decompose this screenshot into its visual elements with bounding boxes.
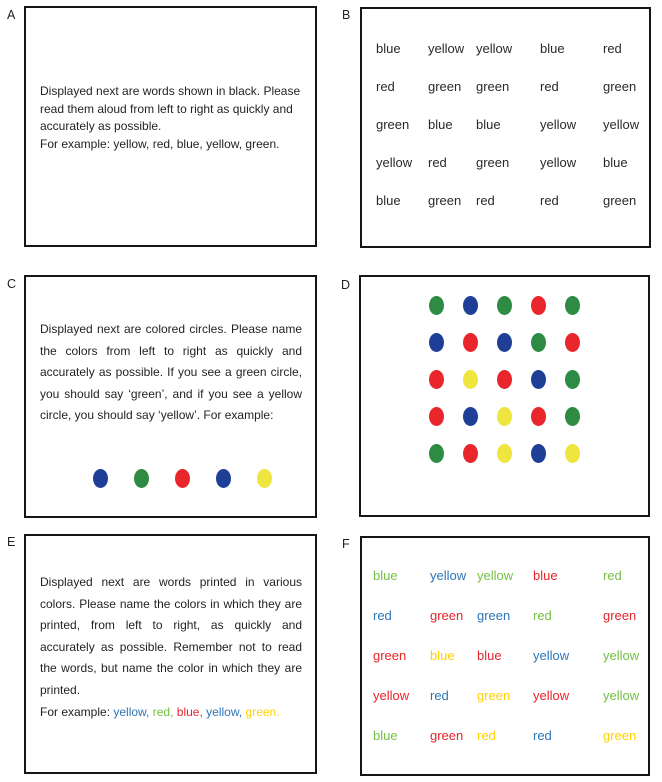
colored-word-blue: red — [533, 727, 552, 743]
circle-blue — [531, 444, 546, 463]
black-word: blue — [376, 40, 401, 56]
circle-red — [429, 370, 444, 389]
circle-red — [429, 407, 444, 426]
colored-word-red: green — [603, 607, 637, 623]
circle-red — [531, 296, 546, 315]
circle-green — [429, 296, 444, 315]
circle-cell — [521, 398, 555, 435]
circle-blue — [93, 469, 108, 488]
panel-a-label: A — [7, 8, 16, 22]
instruction-line: read them aloud from left to right as quickly and — [40, 101, 293, 116]
colored-word-green: yellow — [603, 647, 640, 663]
circle-cell — [419, 287, 453, 324]
colored-word-red: green — [430, 607, 464, 623]
circle-cell — [487, 361, 521, 398]
colored-word-blue: red — [373, 607, 392, 623]
circle-cell — [453, 287, 487, 324]
colored-word-yellow: green — [477, 687, 511, 703]
panel-d-label: D — [341, 278, 351, 292]
colored-word-green: blue — [373, 727, 398, 743]
colored-word-blue: yellow — [533, 647, 570, 663]
circle-blue — [531, 370, 546, 389]
circle-cell — [419, 361, 453, 398]
circle-cell — [521, 361, 555, 398]
black-word: blue — [540, 40, 565, 56]
circle-red — [463, 444, 478, 463]
panel-c-instructions — [40, 319, 302, 427]
black-word: red — [476, 192, 495, 208]
circle-cell — [80, 467, 121, 489]
circle-cell — [555, 324, 589, 361]
circle-row — [419, 398, 648, 435]
circle-yellow — [497, 444, 512, 463]
instruction-line: accurately as possible. — [40, 119, 162, 133]
instruction-line: accurately as possible. Remember not to read — [40, 639, 302, 654]
circle-cell — [487, 435, 521, 472]
instruction-line: Displayed next are words printed in various — [40, 575, 302, 589]
colored-word-red: yellow — [533, 687, 570, 703]
black-word: red — [540, 192, 559, 208]
black-word: blue — [603, 154, 628, 170]
circle-cell — [555, 398, 589, 435]
panel-f-box — [360, 536, 650, 776]
example-word-red: blue, — [176, 705, 203, 720]
instruction-line: accurately as possible. If you see a green circle, — [40, 365, 302, 380]
colored-word-yellow: red — [477, 727, 496, 743]
circle-cell — [244, 467, 285, 489]
example-word-green: red, — [152, 705, 174, 720]
black-word: green — [476, 78, 510, 94]
colored-word-yellow: green — [603, 727, 637, 743]
circle-row — [419, 287, 648, 324]
colored-word-green: blue — [373, 567, 398, 583]
instruction-line: For example: yellow, red, blue, yellow, green. — [40, 136, 280, 151]
panel-e-box — [24, 534, 317, 774]
circle-row — [419, 324, 648, 361]
black-word: yellow — [376, 154, 413, 170]
panel-c-label: C — [7, 277, 17, 291]
colored-word-blue: red — [430, 687, 449, 703]
colored-word-green: yellow — [477, 567, 514, 583]
black-word: blue — [476, 116, 501, 132]
colored-word-green: red — [533, 607, 552, 623]
circle-cell — [487, 324, 521, 361]
black-word: green — [428, 78, 462, 94]
black-word: yellow — [540, 116, 577, 132]
colored-word-green: red — [603, 567, 622, 583]
instruction-line: Displayed next are words shown in black. Please — [40, 84, 301, 98]
circle-cell — [453, 361, 487, 398]
circle-blue — [463, 296, 478, 315]
colored-word-red: green — [430, 727, 464, 743]
circle-red — [565, 333, 580, 352]
circle-green — [565, 370, 580, 389]
circle-cell — [162, 467, 203, 489]
circle-cell — [121, 467, 162, 489]
black-word: green — [428, 192, 462, 208]
circle-cell — [555, 361, 589, 398]
circle-blue — [429, 333, 444, 352]
black-word: blue — [376, 192, 401, 208]
colored-circle-grid — [361, 277, 648, 472]
panel-b-box — [360, 7, 651, 248]
circle-cell — [419, 398, 453, 435]
colored-word-red: green — [373, 647, 407, 663]
circle-yellow — [497, 407, 512, 426]
circle-blue — [216, 469, 231, 488]
example-word-blue: yellow, — [206, 705, 243, 720]
circle-green — [565, 407, 580, 426]
colored-word-grid — [362, 538, 648, 755]
example-prefix: For example: — [40, 705, 111, 720]
circle-red — [463, 333, 478, 352]
panel-e-label: E — [7, 535, 16, 549]
circle-cell — [453, 324, 487, 361]
colored-word-yellow: blue — [430, 647, 455, 663]
circle-blue — [497, 333, 512, 352]
black-word: yellow — [428, 40, 465, 56]
instruction-line: you should say ‘green’, and if you see a yellow — [40, 386, 302, 401]
circle-yellow — [257, 469, 272, 488]
colored-word-red: blue — [477, 647, 502, 663]
circle-cell — [555, 435, 589, 472]
colored-word-blue: yellow — [430, 567, 467, 583]
black-word: red — [540, 78, 559, 94]
circle-green — [134, 469, 149, 488]
circle-yellow — [565, 444, 580, 463]
black-word: red — [603, 40, 622, 56]
black-word: red — [376, 78, 395, 94]
circle-red — [497, 370, 512, 389]
instruction-line: circle, you should say ‘yellow’. For example: — [40, 408, 274, 423]
example-word-blue: yellow, — [113, 705, 150, 720]
black-word: red — [428, 154, 447, 170]
circle-yellow — [463, 370, 478, 389]
instruction-line: printed. — [40, 682, 81, 697]
black-word: green — [476, 154, 510, 170]
panel-d-box — [359, 275, 650, 517]
circle-cell — [203, 467, 244, 489]
circle-red — [175, 469, 190, 488]
instruction-line: Displayed next are colored circles. Please name — [40, 322, 302, 336]
circle-cell — [453, 435, 487, 472]
circle-cell — [521, 287, 555, 324]
circle-row — [419, 435, 648, 472]
circle-cell — [453, 398, 487, 435]
panel-a-instructions — [40, 83, 303, 153]
circle-cell — [419, 324, 453, 361]
circle-red — [531, 407, 546, 426]
panel-f-label: F — [342, 537, 350, 551]
black-word-grid — [362, 9, 649, 219]
circle-cell — [487, 287, 521, 324]
black-word: green — [376, 116, 410, 132]
circle-cell — [419, 435, 453, 472]
circle-row — [419, 361, 648, 398]
colored-word-green: yellow — [603, 687, 640, 703]
instruction-line: colors. Please name the colors in which they are — [40, 596, 302, 611]
circle-blue — [463, 407, 478, 426]
example-word-yellow: green. — [245, 705, 280, 720]
black-word: green — [603, 192, 637, 208]
colored-word-red: blue — [533, 567, 558, 583]
circle-green — [565, 296, 580, 315]
colored-word-red: yellow — [373, 687, 410, 703]
panel-a-box — [24, 6, 317, 247]
instruction-line: the colors from left to right as quickly and — [40, 343, 302, 358]
panel-c-box — [24, 275, 317, 518]
circle-cell — [521, 324, 555, 361]
circle-cell — [521, 435, 555, 472]
colored-word-blue: green — [477, 607, 511, 623]
black-word: blue — [428, 116, 453, 132]
circle-cell — [555, 287, 589, 324]
circle-cell — [487, 398, 521, 435]
black-word: yellow — [476, 40, 513, 56]
circle-green — [497, 296, 512, 315]
example-circle-row — [80, 467, 285, 489]
black-word: green — [603, 78, 637, 94]
circle-green — [429, 444, 444, 463]
instruction-line: printed, from left to right, as quickly and — [40, 618, 302, 633]
black-word: yellow — [603, 116, 640, 132]
example-line — [40, 702, 302, 724]
instruction-line: the words, but name the color in which they are — [40, 661, 302, 676]
panel-b-label: B — [342, 8, 351, 22]
black-word: yellow — [540, 154, 577, 170]
circle-green — [531, 333, 546, 352]
panel-e-instructions — [40, 572, 302, 724]
